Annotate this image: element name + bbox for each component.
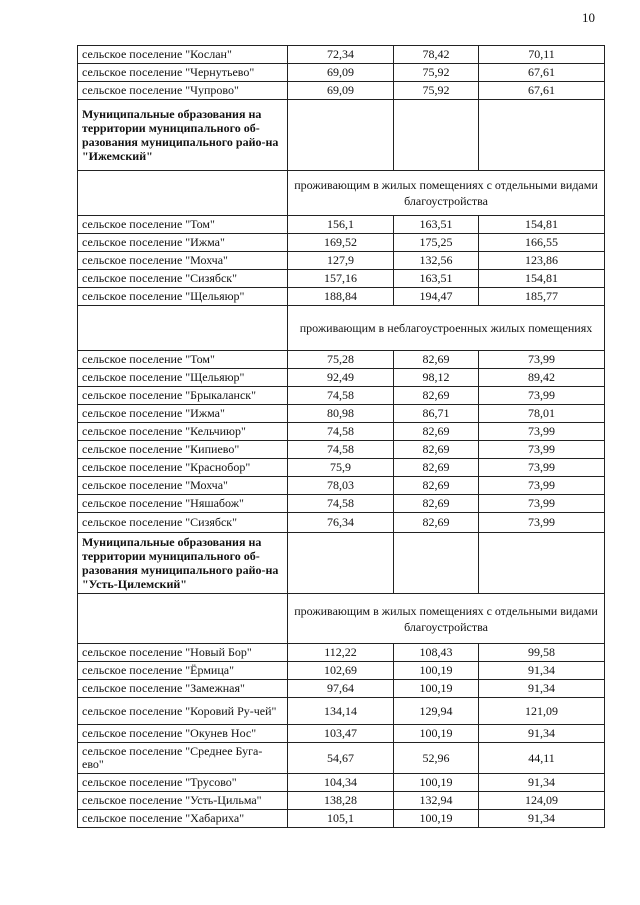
- category-label: проживающим в неблагоустроенных жилых помещениях: [288, 306, 605, 351]
- group-header-row: [78, 533, 605, 594]
- settlement-name: сельское поселение "Кипиево": [78, 441, 288, 459]
- value-2: 82,69: [394, 441, 479, 459]
- table-row: [78, 644, 605, 662]
- value-1: 188,84: [288, 288, 394, 306]
- settlement-name: сельское поселение "Хабариха": [78, 810, 288, 828]
- table-row: [78, 82, 605, 100]
- category-row: [78, 594, 605, 644]
- value-1: 75,9: [288, 459, 394, 477]
- table-row: [78, 369, 605, 387]
- value-2: 100,19: [394, 680, 479, 698]
- table-row: [78, 495, 605, 513]
- table-row: [78, 698, 605, 725]
- value-3: 124,09: [479, 792, 605, 810]
- value-2: 75,92: [394, 82, 479, 100]
- category-row: [78, 171, 605, 216]
- value-1: 76,34: [288, 513, 394, 533]
- value-2: 194,47: [394, 288, 479, 306]
- value-3: 70,11: [479, 46, 605, 64]
- table-row: [78, 234, 605, 252]
- value-2: 100,19: [394, 662, 479, 680]
- value-2: 132,94: [394, 792, 479, 810]
- empty-cell: [394, 100, 479, 171]
- value-3: 91,34: [479, 725, 605, 743]
- value-1: 74,58: [288, 423, 394, 441]
- value-3: 91,34: [479, 810, 605, 828]
- value-3: 73,99: [479, 459, 605, 477]
- value-3: 89,42: [479, 369, 605, 387]
- value-2: 132,56: [394, 252, 479, 270]
- table-row: [78, 216, 605, 234]
- settlement-name: сельское поселение "Няшабож": [78, 495, 288, 513]
- table-row: [78, 46, 605, 64]
- table-row: [78, 662, 605, 680]
- page-number: 10: [582, 10, 595, 25]
- value-2: 78,42: [394, 46, 479, 64]
- category-label: проживающим в жилых помещениях с отдельными видами благоустройства: [288, 594, 605, 644]
- value-3: 73,99: [479, 387, 605, 405]
- category-label: проживающим в жилых помещениях с отдельными видами благоустройства: [288, 171, 605, 216]
- empty-cell: [288, 533, 394, 594]
- value-1: 69,09: [288, 64, 394, 82]
- value-3: 154,81: [479, 216, 605, 234]
- value-1: 72,34: [288, 46, 394, 64]
- value-1: 74,58: [288, 387, 394, 405]
- category-row: [78, 306, 605, 351]
- settlement-name: сельское поселение "Новый Бор": [78, 644, 288, 662]
- table-row: [78, 680, 605, 698]
- group-header-izhemsky: Муниципальные образования на территории муниципального об-разования муниципального райо-на "Ижемский": [78, 100, 288, 171]
- empty-cell: [479, 533, 605, 594]
- value-1: 156,1: [288, 216, 394, 234]
- value-2: 129,94: [394, 698, 479, 725]
- table-row: [78, 774, 605, 792]
- value-2: 86,71: [394, 405, 479, 423]
- value-1: 127,9: [288, 252, 394, 270]
- group-header-ust-tsilemsky: Муниципальные образования на территории муниципального об-разования муниципального райо-на "Усть-Цилемский": [78, 533, 288, 594]
- settlement-name: сельское поселение "Том": [78, 216, 288, 234]
- empty-cell: [78, 171, 288, 216]
- value-3: 91,34: [479, 774, 605, 792]
- empty-cell: [288, 100, 394, 171]
- value-2: 100,19: [394, 810, 479, 828]
- table-row: [78, 64, 605, 82]
- table-row: [78, 810, 605, 828]
- settlement-name: сельское поселение "Краснобор": [78, 459, 288, 477]
- value-3: 73,99: [479, 351, 605, 369]
- settlement-name: сельское поселение "Коровий Ру-чей": [78, 698, 288, 725]
- value-2: 75,92: [394, 64, 479, 82]
- value-2: 82,69: [394, 351, 479, 369]
- value-3: 154,81: [479, 270, 605, 288]
- settlement-name: сельское поселение "Кельчиюр": [78, 423, 288, 441]
- settlement-name: сельское поселение "Окунев Нос": [78, 725, 288, 743]
- value-2: 108,43: [394, 644, 479, 662]
- settlement-name: сельское поселение "Кослан": [78, 46, 288, 64]
- value-3: 67,61: [479, 64, 605, 82]
- value-3: 73,99: [479, 513, 605, 533]
- settlement-name: сельское поселение "Усть-Цильма": [78, 792, 288, 810]
- value-1: 74,58: [288, 441, 394, 459]
- table-row: [78, 725, 605, 743]
- value-3: 123,86: [479, 252, 605, 270]
- settlement-name: сельское поселение "Брыкаланск": [78, 387, 288, 405]
- value-3: 73,99: [479, 423, 605, 441]
- settlement-name: сельское поселение "Чернутьево": [78, 64, 288, 82]
- value-2: 163,51: [394, 216, 479, 234]
- empty-cell: [479, 100, 605, 171]
- value-3: 99,58: [479, 644, 605, 662]
- table-row: [78, 405, 605, 423]
- settlement-name: сельское поселение "Сизябск": [78, 270, 288, 288]
- value-1: 74,58: [288, 495, 394, 513]
- empty-cell: [78, 306, 288, 351]
- value-3: 78,01: [479, 405, 605, 423]
- settlement-name: сельское поселение "Сизябск": [78, 513, 288, 533]
- table-row: [78, 423, 605, 441]
- table-row: [78, 288, 605, 306]
- value-2: 82,69: [394, 513, 479, 533]
- value-1: 80,98: [288, 405, 394, 423]
- value-2: 98,12: [394, 369, 479, 387]
- value-3: 73,99: [479, 477, 605, 495]
- value-1: 75,28: [288, 351, 394, 369]
- value-3: 91,34: [479, 662, 605, 680]
- value-1: 104,34: [288, 774, 394, 792]
- value-1: 102,69: [288, 662, 394, 680]
- value-1: 54,67: [288, 743, 394, 774]
- value-2: 82,69: [394, 423, 479, 441]
- settlement-name: сельское поселение "Ижма": [78, 234, 288, 252]
- value-2: 82,69: [394, 459, 479, 477]
- value-3: 73,99: [479, 441, 605, 459]
- value-3: 73,99: [479, 495, 605, 513]
- value-1: 169,52: [288, 234, 394, 252]
- value-2: 100,19: [394, 725, 479, 743]
- table-row: [78, 477, 605, 495]
- settlement-name: сельское поселение "Мохча": [78, 477, 288, 495]
- tariff-table: [77, 45, 605, 828]
- table-row: [78, 270, 605, 288]
- value-1: 97,64: [288, 680, 394, 698]
- value-2: 163,51: [394, 270, 479, 288]
- settlement-name: сельское поселение "Среднее Буга-ево": [78, 743, 288, 774]
- settlement-name: сельское поселение "Мохча": [78, 252, 288, 270]
- table-row: [78, 441, 605, 459]
- value-2: 175,25: [394, 234, 479, 252]
- value-1: 157,16: [288, 270, 394, 288]
- table-row: [78, 513, 605, 533]
- value-2: 100,19: [394, 774, 479, 792]
- empty-cell: [78, 594, 288, 644]
- settlement-name: сельское поселение "Ёрмица": [78, 662, 288, 680]
- value-1: 69,09: [288, 82, 394, 100]
- settlement-name: сельское поселение "Чупрово": [78, 82, 288, 100]
- table-row: [78, 459, 605, 477]
- settlement-name: сельское поселение "Замежная": [78, 680, 288, 698]
- value-2: 82,69: [394, 495, 479, 513]
- table-row: [78, 792, 605, 810]
- settlement-name: сельское поселение "Ижма": [78, 405, 288, 423]
- value-1: 134,14: [288, 698, 394, 725]
- empty-cell: [394, 533, 479, 594]
- settlement-name: сельское поселение "Щельяюр": [78, 369, 288, 387]
- value-3: 166,55: [479, 234, 605, 252]
- value-1: 78,03: [288, 477, 394, 495]
- settlement-name: сельское поселение "Щельяюр": [78, 288, 288, 306]
- value-3: 44,11: [479, 743, 605, 774]
- value-2: 82,69: [394, 387, 479, 405]
- value-1: 105,1: [288, 810, 394, 828]
- value-3: 67,61: [479, 82, 605, 100]
- table-row: [78, 743, 605, 774]
- value-3: 91,34: [479, 680, 605, 698]
- value-1: 92,49: [288, 369, 394, 387]
- settlement-name: сельское поселение "Трусово": [78, 774, 288, 792]
- value-2: 52,96: [394, 743, 479, 774]
- table-row: [78, 351, 605, 369]
- value-1: 138,28: [288, 792, 394, 810]
- table-row: [78, 387, 605, 405]
- value-2: 82,69: [394, 477, 479, 495]
- value-1: 112,22: [288, 644, 394, 662]
- value-3: 185,77: [479, 288, 605, 306]
- value-1: 103,47: [288, 725, 394, 743]
- group-header-row: [78, 100, 605, 171]
- value-3: 121,09: [479, 698, 605, 725]
- table-row: [78, 252, 605, 270]
- settlement-name: сельское поселение "Том": [78, 351, 288, 369]
